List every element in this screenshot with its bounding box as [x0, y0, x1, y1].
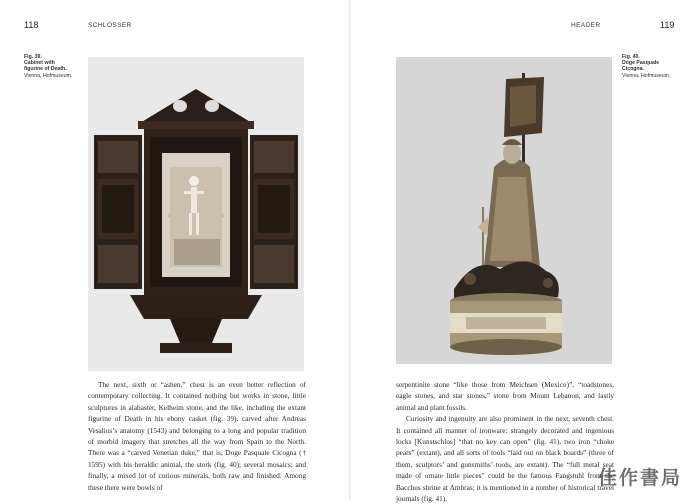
caption-title: Doge Pasquale Cicogna.: [622, 60, 660, 73]
caption-title: Cabinet with figurine of Death.: [24, 60, 67, 73]
cabinet-with-figurine-of-death-photo: [88, 57, 304, 371]
doge-pasquale-cicogna-statuette-photo: [396, 57, 612, 364]
right-paragraph-1: serpentinite stone “like those from Meichsen (Mexico)”, “toadstones, eagle stones, and star stones,” stone from Mount Lebanon, and lastly animal and plant fossils.: [396, 380, 614, 412]
right-body-text: [396, 379, 614, 504]
caption-location: Vienna, Hofmuseum.: [622, 72, 671, 79]
left-body-text: [88, 379, 306, 493]
caption-fig-number: Fig. 40.: [622, 54, 640, 60]
left-running-header: SCHLOSSER: [88, 22, 132, 29]
right-paragraph-2: Curiosity and ingenuity are also prominent in the next, seventh chest. It contained all manner of ironware: strangely decorated and ingenious locks [Kunstschlos] “that no key can open” (fig. 41), two iron “choke pears” (extant), and all sorts of tools “laid out on black boards” (three of them, sculptors’ and gunsmiths’ tools, are extant). The “full metal seat made of ornate little pieces” could be the famous Fangstuhl from the Bacchus shrine at Ambras; it is mentioned in a number of historical travel journals (fig. 41).: [396, 414, 614, 504]
right-figure-caption: [622, 54, 672, 79]
caption-fig-number: Fig. 39.: [24, 54, 42, 60]
caption-location: Vienna, Hofmuseum.: [24, 72, 73, 79]
left-figure-caption: [24, 54, 74, 79]
right-running-header: HEADER: [571, 22, 601, 29]
page-gutter: [349, 0, 351, 500]
left-page-number: 118: [24, 20, 39, 30]
right-page-number: 119: [660, 20, 675, 30]
publisher-watermark: 佳作書局: [597, 467, 682, 489]
left-paragraph: The next, sixth or “ashen,” chest is an even better reflection of contemporary collecting. It contained nothing but works in stone, little sculptures in alabaster, Kelheim stone, and the like, including the extant figurine of Death in his ebony casket (fig. 39), carved after Andreas Vesalius’s anatomy (1543) and belonging to a long and popular tradition of morbid imagery that stretches all the way from Spain to the North. There was a “carved Venetian duke,” that is, Doge Pasquale Cicogna († 1595) with his heraldic animal, the stork (fig. 40); several mosaics; and finally, a mixed lot of curious minerals, both raw and finished. Among these there were bowls of: [88, 380, 306, 492]
